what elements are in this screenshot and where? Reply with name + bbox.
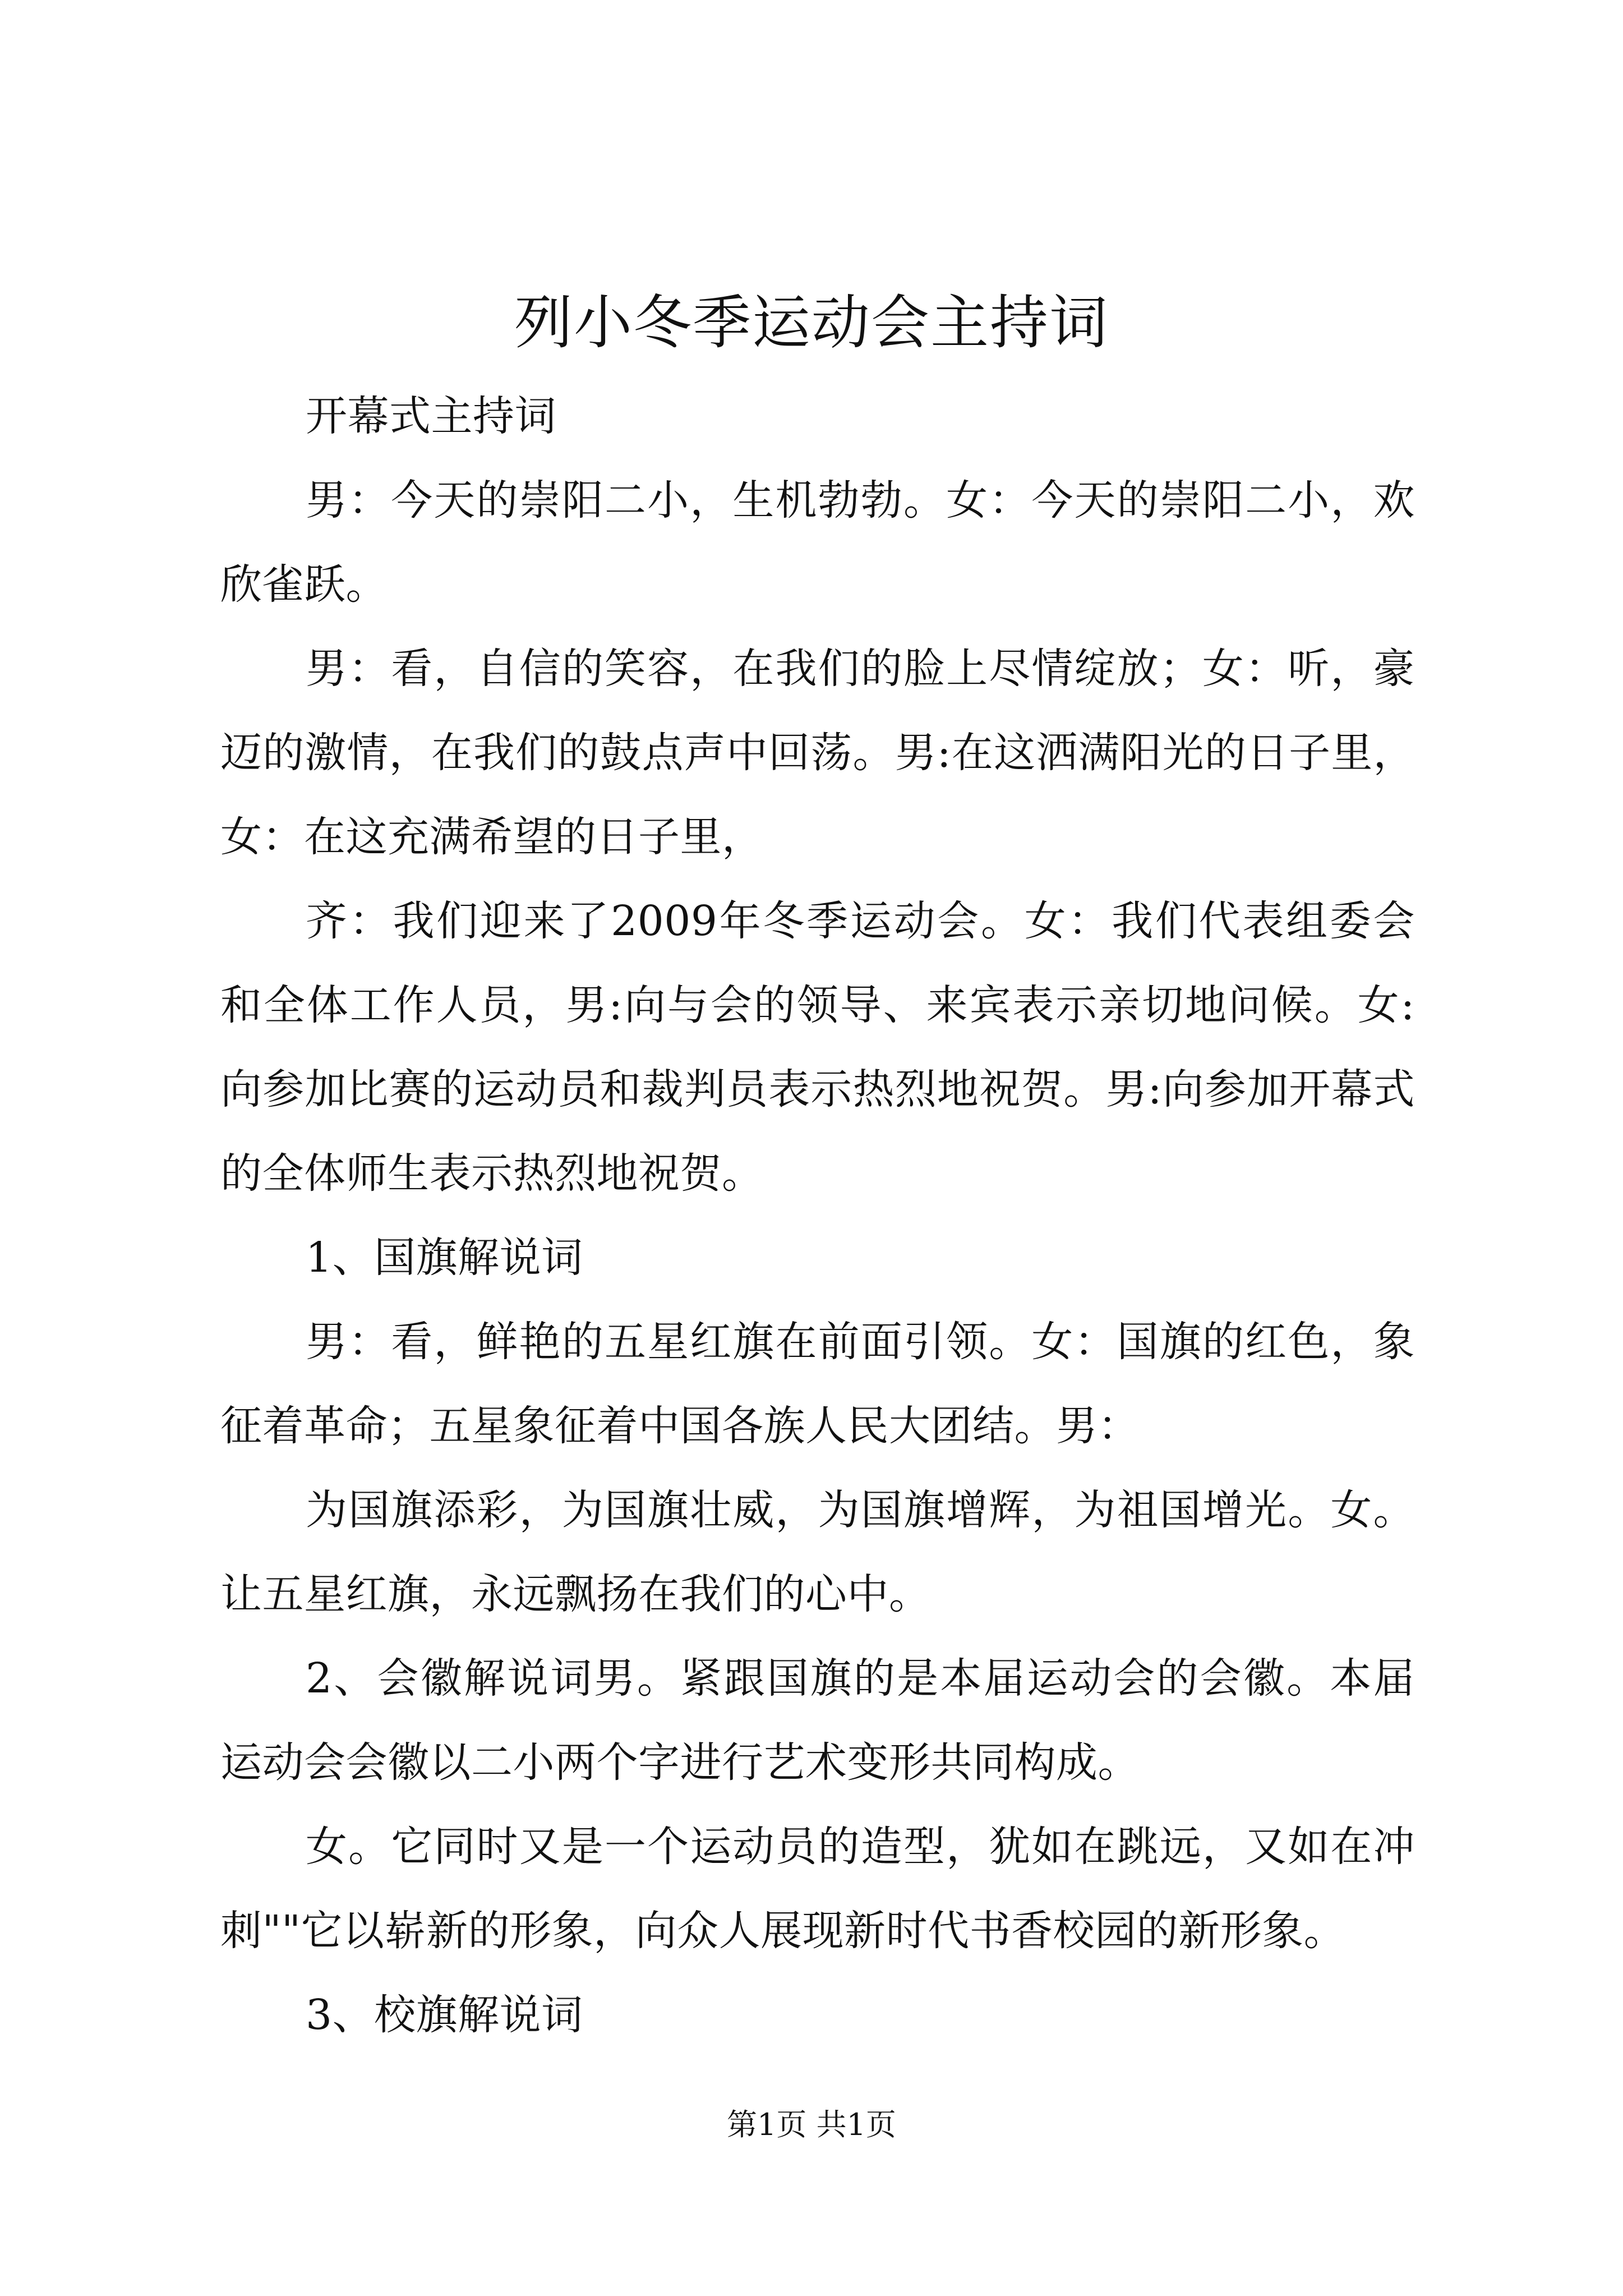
document-title: 列小冬季运动会主持词: [514, 288, 1109, 357]
paragraph-flag-description: 男：看，鲜艳的五星红旗在前面引领。女：国旗的红色，象征着革命；五星象征着中国各族人民大团结。男：: [220, 1318, 1415, 1450]
paragraph-flag-praise: 为国旗添彩，为国旗壮威，为国旗增辉，为祖国增光。女。让五星红旗，永远飘扬在我们的心中。: [220, 1486, 1415, 1618]
paragraph-emblem: 2、会徽解说词男。紧跟国旗的是本届运动会的会徽。本届运动会会徽以二小两个字进行艺术变形共同构成。: [220, 1654, 1415, 1787]
paragraph-section-school-flag-heading: 3、校旗解说词: [306, 1991, 583, 2039]
paragraph-greeting: 男：今天的崇阳二小，生机勃勃。女：今天的崇阳二小，欢欣雀跃。: [220, 476, 1415, 609]
paragraph-emblem-shape: 女。它同时又是一个运动员的造型，犹如在跳远，又如在冲刺""它以崭新的形象，向众人展现新时代书香校园的新形象。: [220, 1823, 1415, 1955]
paragraph-smile-passion: 男：看，自信的笑容，在我们的脸上尽情绽放；女：听，豪迈的激情，在我们的鼓点声中回荡。男:在这洒满阳光的日子里，女：在这充满希望的日子里，: [220, 645, 1415, 861]
page-number-footer: 第1页 共1页: [727, 2107, 896, 2142]
paragraph-section-flag-heading: 1、国旗解说词: [306, 1234, 583, 1282]
paragraph-opening-heading: 开幕式主持词: [306, 392, 556, 440]
paragraph-welcome: 齐：我们迎来了2009年冬季运动会。女：我们代表组委会和全体工作人员，男:向与会的领导、来宾表示亲切地问候。女:向参加比赛的运动员和裁判员表示热烈地祝贺。男:向参加开幕式的全体师生表示热烈地祝贺。: [220, 897, 1415, 1198]
document-body: [220, 374, 1415, 2057]
